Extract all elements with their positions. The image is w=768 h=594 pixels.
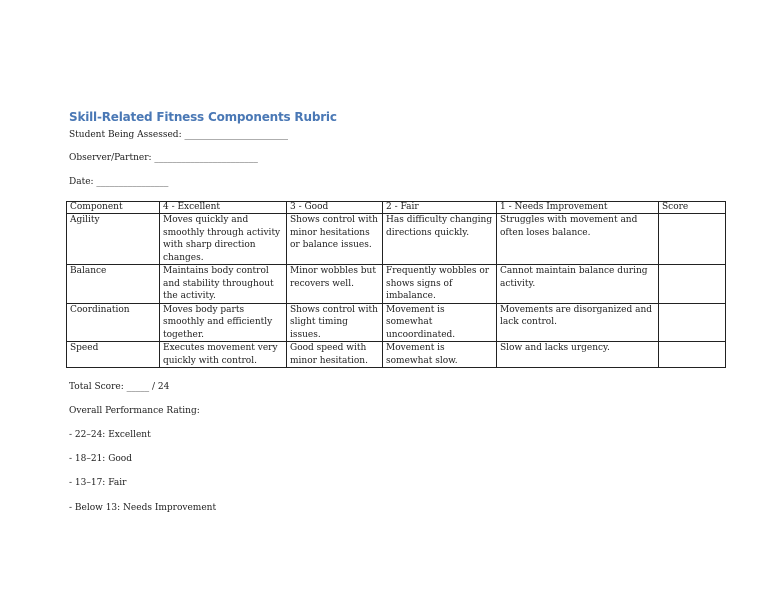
table-row (67, 342, 726, 368)
table-row (67, 303, 726, 342)
cell-needs-improvement: Slow and lacks urgency. (497, 342, 659, 368)
table-row (67, 214, 726, 265)
cell-component: Coordination (67, 303, 160, 342)
rubric-table (66, 201, 726, 368)
cell-excellent: Moves body parts smoothly and efficiently together. (160, 303, 287, 342)
cell-needs-improvement: Struggles with movement and often loses balance. (497, 214, 659, 265)
cell-component: Speed (67, 342, 160, 368)
rating-fair: - 13–17: Fair (69, 478, 127, 488)
rating-needs-improvement: - Below 13: Needs Improvement (69, 503, 217, 513)
cell-good: Minor wobbles but recovers well. (287, 265, 383, 304)
total-score-line: Total Score: _____ / 24 (69, 382, 170, 392)
cell-component: Balance (67, 265, 160, 304)
cell-score[interactable] (659, 342, 726, 368)
cell-excellent: Moves quickly and smoothly through activity with sharp direction changes. (160, 214, 287, 265)
cell-fair: Movement is somewhat slow. (383, 342, 497, 368)
date-line: Date: ________________ (69, 177, 169, 187)
cell-score[interactable] (659, 265, 726, 304)
observer-line: Observer/Partner: _______________________ (69, 153, 258, 163)
header-needs-improvement: 1 - Needs Improvement (497, 202, 659, 214)
cell-fair: Has difficulty changing directions quickly. (383, 214, 497, 265)
header-component: Component (67, 202, 160, 214)
cell-score[interactable] (659, 303, 726, 342)
header-fair: 2 - Fair (383, 202, 497, 214)
overall-rating-label: Overall Performance Rating: (69, 406, 200, 416)
rating-excellent: - 22–24: Excellent (69, 430, 151, 440)
rating-good: - 18–21: Good (69, 454, 132, 464)
table-row (67, 265, 726, 304)
page-title: Skill-Related Fitness Components Rubric (69, 110, 337, 124)
table-header-row (67, 202, 726, 214)
header-excellent: 4 - Excellent (160, 202, 287, 214)
cell-good: Shows control with slight timing issues. (287, 303, 383, 342)
cell-fair: Frequently wobbles or shows signs of imbalance. (383, 265, 497, 304)
cell-excellent: Executes movement very quickly with control. (160, 342, 287, 368)
cell-score[interactable] (659, 214, 726, 265)
cell-fair: Movement is somewhat uncoordinated. (383, 303, 497, 342)
cell-excellent: Maintains body control and stability throughout the activity. (160, 265, 287, 304)
header-good: 3 - Good (287, 202, 383, 214)
cell-good: Shows control with minor hesitations or balance issues. (287, 214, 383, 265)
header-score: Score (659, 202, 726, 214)
cell-needs-improvement: Cannot maintain balance during activity. (497, 265, 659, 304)
cell-needs-improvement: Movements are disorganized and lack control. (497, 303, 659, 342)
cell-good: Good speed with minor hesitation. (287, 342, 383, 368)
student-line: Student Being Assessed: _______________________ (69, 130, 288, 140)
cell-component: Agility (67, 214, 160, 265)
